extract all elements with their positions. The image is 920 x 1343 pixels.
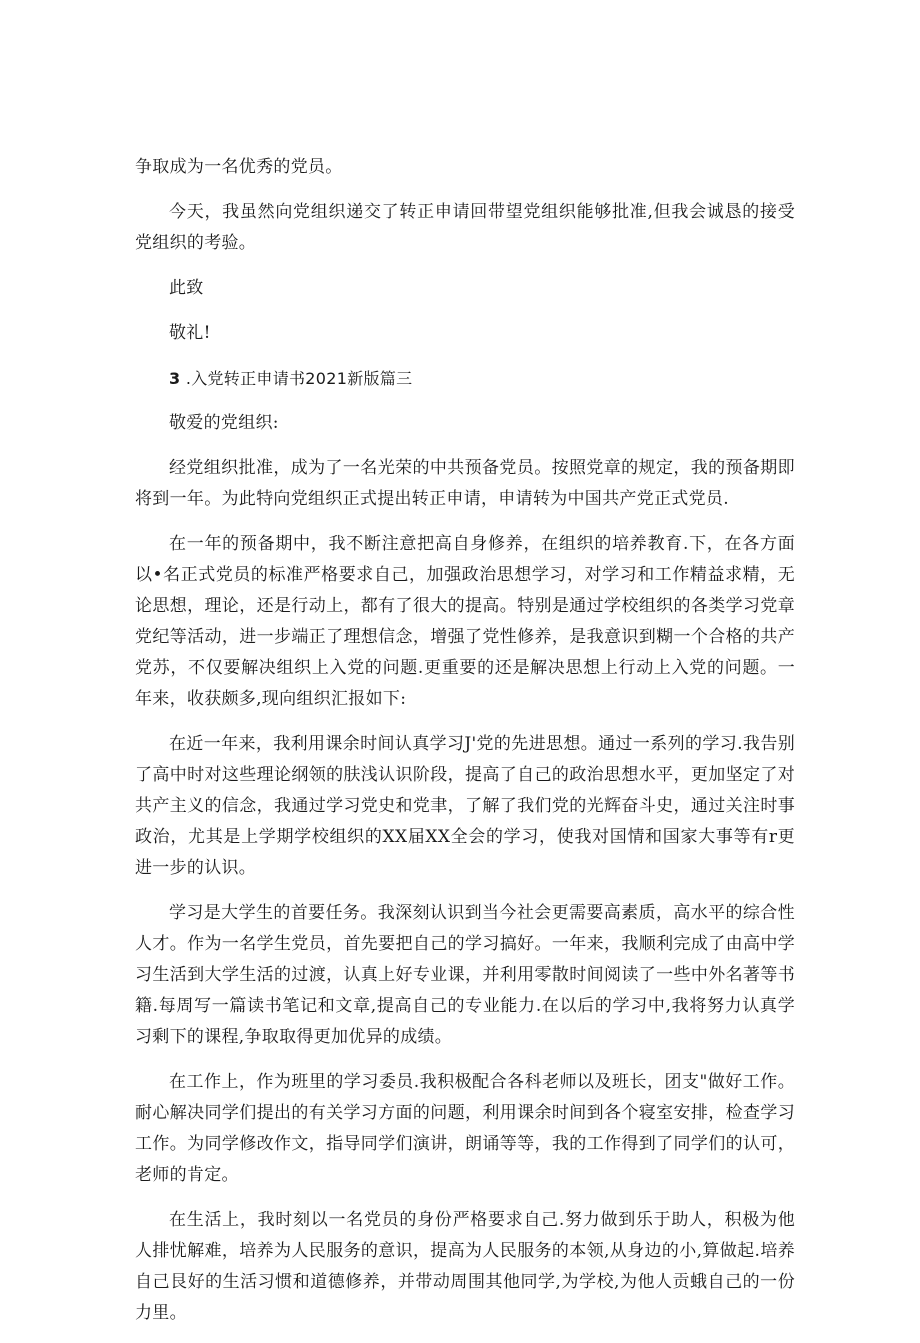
body-paragraph: 学习是大学生的首要任务。我深刻认识到当今社会更需要高素质，高水平的综合性人才。作为一名学生党员，首先要把自己的学习搞好。一年来，我顺利完成了由高中学习生活到大学生活的过渡，认真上好专业课，并利用零散时间阅读了一些中外名著等书籍.每周写一篇读书笔记和文章,提高自己的专业能力.在以后的学习中,我将努力认真学习剩下的课程,争取取得更加优异的成绩。 xyxy=(135,903,795,1047)
closing-jingli: 敬礼! xyxy=(169,323,211,343)
body-paragraph: 在一年的预备期中，我不断注意把高自身修养，在组织的培养教育.下，在各方面以•名正式党员的标准严格要求自己，加强政治思想学习，对学习和工作精益求精，无论思想，理论，还是行动上，都有了很大的提高。特别是通过学校组织的各类学习党章党纪等活动，进一步端正了理想信念，增强了党性修养，是我意识到糊一个合格的共产党苏，不仅要解决组织上入党的问题.更重要的还是解决思想上行动上入党的问题。一年来，收获颇多,现向组织汇报如下: xyxy=(135,534,795,709)
body-paragraph: 在近一年来，我利用课余时间认真学习J'党的先进思想。通过一系列的学习.我告别了高中时对这些理论纲领的肤浅认识阶段，提高了自己的政治思想水平，更加坚定了对共产主义的信念，我通过学习党史和党聿，了解了我们党的光辉奋斗史，通过关注时事政治，尤其是上学期学校组织的XX届XX全会的学习，使我对国情和国家大事等有r更进一步的认识。 xyxy=(135,734,795,878)
section-heading xyxy=(135,363,795,394)
salutation: 敬爱的党组织: xyxy=(169,413,279,433)
paragraph-continuation: 争取成为一名优秀的党员。 xyxy=(135,157,343,177)
body-paragraph: 在生活上，我时刻以一名党员的身份严格要求自己.努力做到乐于助人，积极为他人排忧解难，培养为人民服务的意识，提高为人民服务的本领,从身边的小,算做起.培养自己艮好的生活习惯和道德修养，并带动周围其他同学,为学校,为他人贡蛾自己的一份力里。 xyxy=(135,1210,795,1323)
body-paragraph: 经党组织批准，成为了一名光荣的中共预备党员。按照党章的规定，我的预备期即将到一年。为此特向党组织正式提出转正申请，申请转为中国共产党正式党员. xyxy=(135,458,795,509)
document-body xyxy=(135,152,795,1343)
section-heading-text: .入党转正申请书2021新版篇三 xyxy=(180,369,413,388)
paragraph-today: 今天，我虽然向党组织递交了转正申请回带望党组织能够批准,但我会诚恳的接受党组织的考验。 xyxy=(135,202,795,253)
section-heading-number: 3 xyxy=(169,369,181,388)
closing-cizhi: 此致 xyxy=(169,278,204,298)
body-paragraph: 在工作上，作为班里的学习委员.我积极配合各科老师以及班长，团支"做好工作。耐心解决同学们提出的有关学习方面的问题，利用课余时间到各个寝室安排，检查学习工作。为同学修改作文，指导同学们演讲，朗诵等等，我的工作得到了同学们的认可，老师的肯定。 xyxy=(135,1072,795,1185)
